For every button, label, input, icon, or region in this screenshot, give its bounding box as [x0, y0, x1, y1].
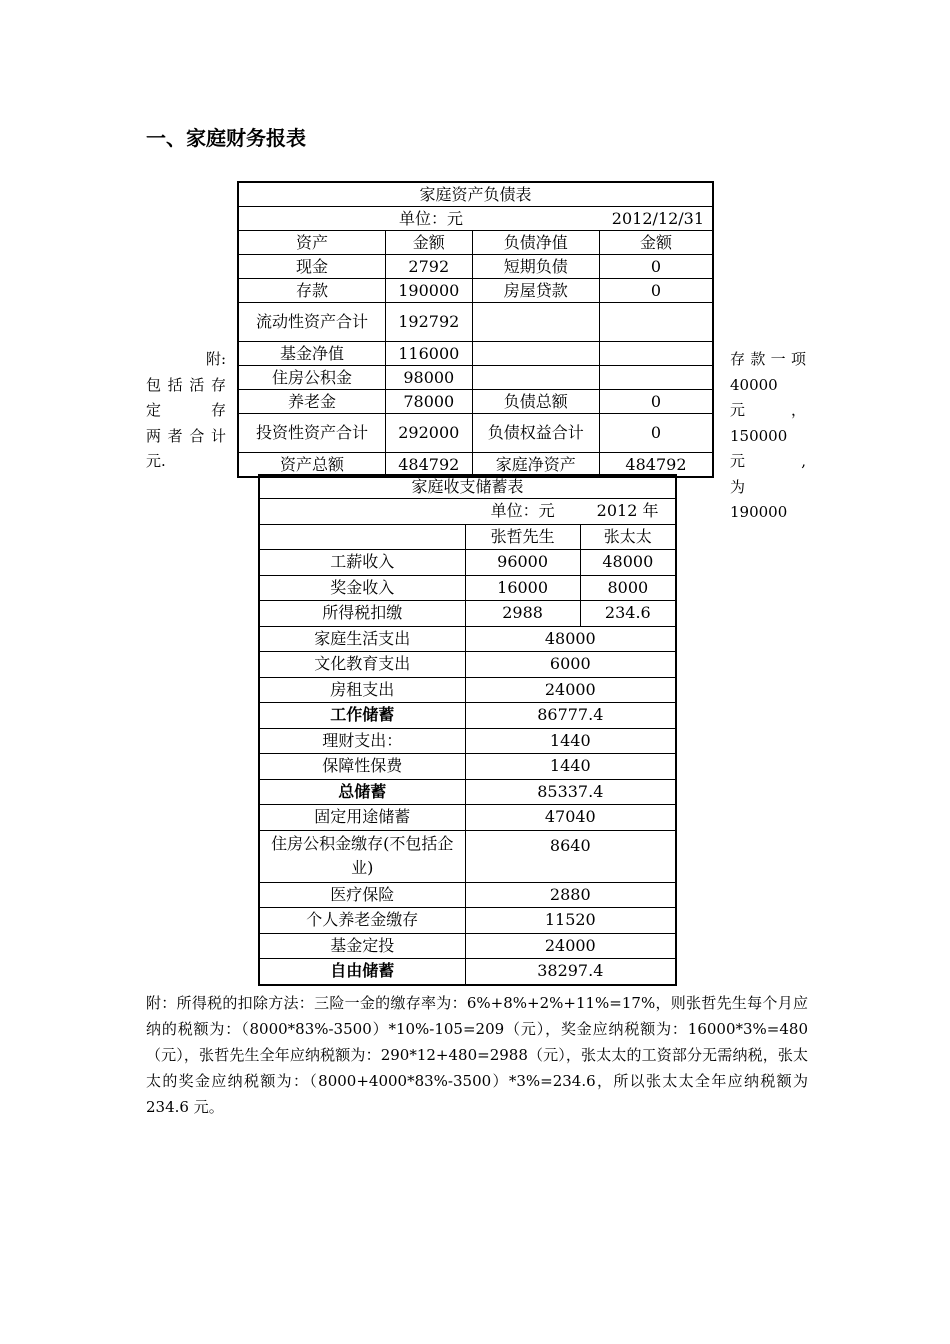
liability-amount: 0 [599, 255, 713, 279]
row-value: 24000 [465, 677, 676, 703]
table-row [238, 390, 713, 414]
liability-label [472, 342, 599, 366]
income-sheet-title: 家庭收支储蓄表 [259, 475, 676, 499]
row-label: 所得税扣缴 [259, 601, 465, 627]
left-note-line: 包括活存 [146, 375, 226, 394]
asset-amount: 292000 [386, 414, 473, 453]
liability-amount [599, 342, 713, 366]
table-row [259, 677, 676, 703]
unit-label: 单位：元 [399, 208, 464, 228]
liability-label [472, 303, 599, 342]
row-label: 自由储蓄 [259, 959, 465, 985]
asset-label: 资产总额 [238, 453, 386, 478]
husband-value: 16000 [465, 575, 580, 601]
table-row [259, 626, 676, 652]
row-value: 6000 [465, 652, 676, 678]
table-row [238, 303, 713, 342]
header-cell: 张太太 [580, 524, 676, 550]
table-row [259, 830, 676, 882]
wife-value: 8000 [580, 575, 676, 601]
asset-label: 存款 [238, 279, 386, 303]
table-row [238, 342, 713, 366]
right-note-line: 存款一项 [730, 350, 806, 368]
asset-label: 投资性资产合计 [238, 414, 386, 453]
liability-amount: 0 [599, 279, 713, 303]
wife-value: 48000 [580, 550, 676, 576]
table-row [259, 908, 676, 934]
section-heading: 一、家庭财务报表 [146, 126, 306, 150]
row-label: 固定用途储蓄 [259, 805, 465, 831]
left-note-line: 定 存 [146, 401, 226, 419]
table-row [259, 703, 676, 729]
left-note-line: 元. [146, 452, 166, 470]
tax-footnote: 附：所得税的扣除方法：三险一金的缴存率为：6%+8%+2%+11%=17%，则张哲先生每个月应纳的税额为：（8000*83%-3500）*10%-105=209（元），奖金应纳税额为：16000*3%=480（元），张哲先生全年应纳税额为：290*12+480=2988（元），张太太的工资部分无需纳税，张太太的奖金应纳税额为：（8000+4000*83%-3500）*3%=234.6，所以张太太全年应纳税额为 234.6 元。 [146, 994, 808, 1116]
table-row [238, 366, 713, 390]
row-value: 47040 [465, 805, 676, 831]
asset-amount: 484792 [386, 453, 473, 478]
balance-sheet-table [237, 181, 714, 478]
asset-amount: 190000 [386, 279, 473, 303]
row-label: 个人养老金缴存 [259, 908, 465, 934]
balance-sheet-title: 家庭资产负债表 [238, 182, 713, 207]
asset-label: 养老金 [238, 390, 386, 414]
liability-amount: 0 [599, 390, 713, 414]
row-value: 48000 [465, 626, 676, 652]
row-value: 2880 [465, 882, 676, 908]
row-label: 理财支出： [259, 728, 465, 754]
table-row [259, 728, 676, 754]
row-value: 8640 [465, 830, 676, 882]
table-row [259, 754, 676, 780]
wife-value: 234.6 [580, 601, 676, 627]
husband-value: 2988 [465, 601, 580, 627]
table-row [238, 414, 713, 453]
table-row [238, 255, 713, 279]
left-annotation [146, 347, 226, 475]
row-label: 家庭生活支出 [259, 626, 465, 652]
row-label: 工薪收入 [259, 550, 465, 576]
unit-label: 单位：元 [465, 499, 580, 525]
row-value: 86777.4 [465, 703, 676, 729]
row-value: 11520 [465, 908, 676, 934]
income-savings-table [258, 474, 677, 986]
row-label: 基金定投 [259, 933, 465, 959]
header-cell [259, 524, 465, 550]
table-row [259, 550, 676, 576]
header-cell: 资产 [238, 231, 386, 255]
right-note-line: 40000 元， [730, 375, 806, 419]
table-row [259, 933, 676, 959]
row-value: 1440 [465, 728, 676, 754]
liability-label: 负债总额 [472, 390, 599, 414]
asset-label: 现金 [238, 255, 386, 279]
right-note-line: 为 190000 [730, 477, 788, 521]
row-label: 医疗保险 [259, 882, 465, 908]
liability-label: 负债权益合计 [472, 414, 599, 453]
liability-amount [599, 303, 713, 342]
table-row [259, 601, 676, 627]
report-year: 2012 年 [580, 499, 676, 525]
row-label: 工作储蓄 [259, 703, 465, 729]
row-label: 住房公积金缴存(不包括企业) [259, 830, 465, 882]
row-value: 1440 [465, 754, 676, 780]
liability-amount: 0 [599, 414, 713, 453]
header-cell: 张哲先生 [465, 524, 580, 550]
blank-cell [259, 499, 465, 525]
row-value: 38297.4 [465, 959, 676, 985]
header-cell: 金额 [599, 231, 713, 255]
right-annotation [730, 347, 806, 526]
row-label: 奖金收入 [259, 575, 465, 601]
table-row [259, 959, 676, 985]
left-note-line: 附: [205, 350, 226, 368]
asset-amount: 192792 [386, 303, 473, 342]
table-row [259, 779, 676, 805]
left-note-line: 两者合计 [146, 426, 226, 445]
report-date: 2012/12/31 [611, 208, 704, 228]
row-label: 总储蓄 [259, 779, 465, 805]
asset-amount: 116000 [386, 342, 473, 366]
table-row [259, 882, 676, 908]
balance-sheet-unit-row [238, 207, 713, 231]
table-row [259, 575, 676, 601]
row-value: 85337.4 [465, 779, 676, 805]
liability-label: 房屋贷款 [472, 279, 599, 303]
asset-amount: 98000 [386, 366, 473, 390]
liability-amount [599, 366, 713, 390]
liability-label: 家庭净资产 [472, 453, 599, 478]
row-label: 文化教育支出 [259, 652, 465, 678]
liability-label [472, 366, 599, 390]
asset-amount: 2792 [386, 255, 473, 279]
header-cell: 负债净值 [472, 231, 599, 255]
table-row [259, 805, 676, 831]
husband-value: 96000 [465, 550, 580, 576]
asset-amount: 78000 [386, 390, 473, 414]
table-row [238, 279, 713, 303]
liability-label: 短期负债 [472, 255, 599, 279]
right-note-line: 150000 元, [730, 426, 806, 470]
table-row [259, 652, 676, 678]
header-cell: 金额 [386, 231, 473, 255]
liability-amount: 484792 [599, 453, 713, 478]
row-label: 保障性保费 [259, 754, 465, 780]
asset-label: 住房公积金 [238, 366, 386, 390]
asset-label: 基金净值 [238, 342, 386, 366]
asset-label: 流动性资产合计 [238, 303, 386, 342]
row-label: 房租支出 [259, 677, 465, 703]
row-value: 24000 [465, 933, 676, 959]
